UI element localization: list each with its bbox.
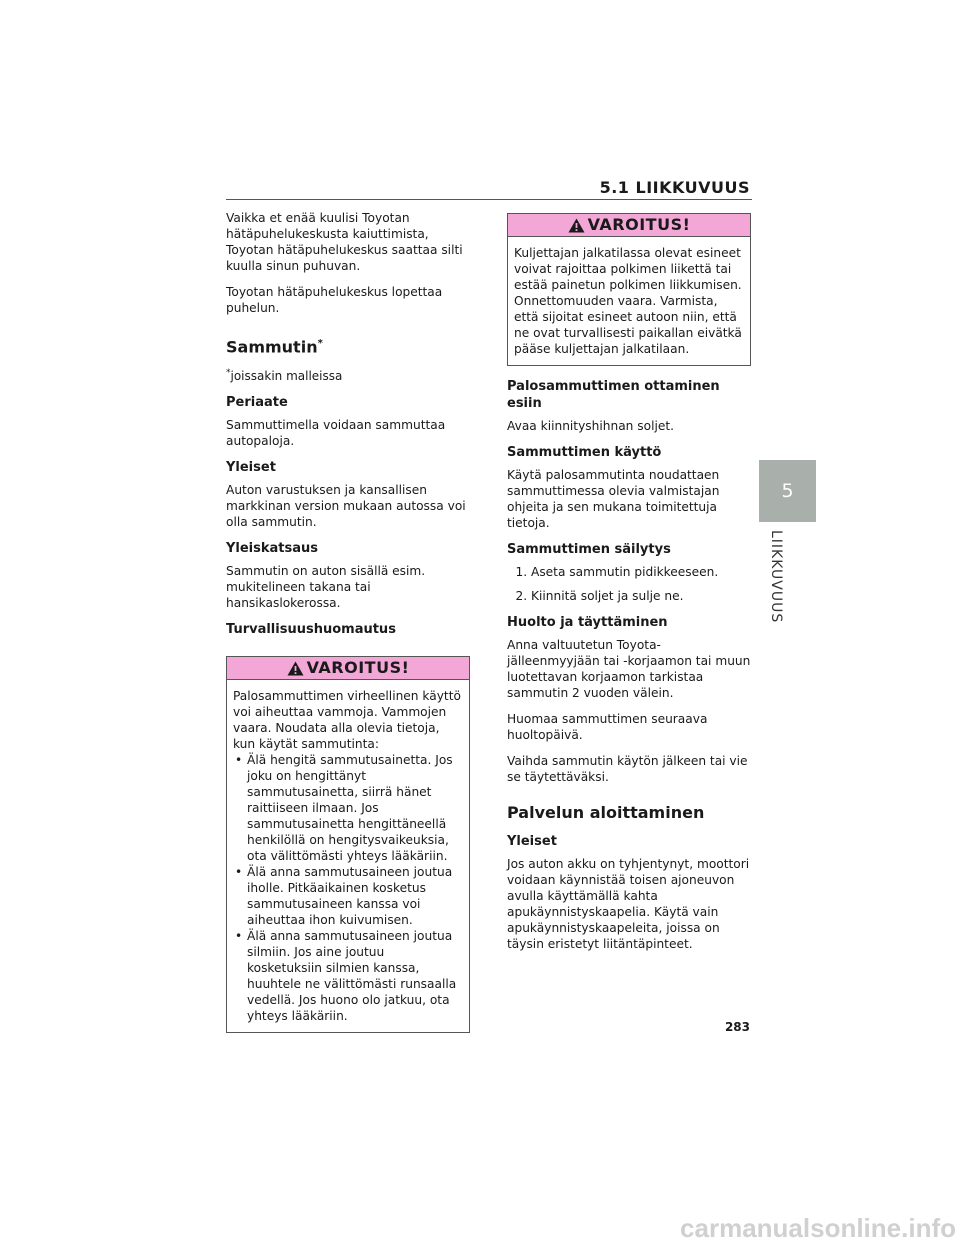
paragraph: Sammuttimella voidaan sammuttaa autopaloja. [226,418,446,449]
paragraph: Avaa kiinnityshihnan soljet. [507,419,675,433]
heading-yleiset: Yleiset [226,460,276,476]
paragraph: Sammutin on auton sisällä esim. mukitelineen takana tai hansikaslokerossa. [226,564,426,611]
warning-box [507,213,751,366]
heading-palvelun: Palvelun aloittaminen [507,803,705,822]
paragraph: Huomaa sammuttimen seuraava huoltopäivä. [507,712,708,742]
section-title: 5.1 LIIKKUVUUS [599,178,750,197]
heading-periaate: Periaate [226,395,288,411]
heading-sammutin: Sammutin* [226,337,323,357]
warning-header [227,657,469,680]
list-item: • Älä hengitä sammutusainetta. Jos joku on hengittänyt sammutusainetta, siirrä hänet raittiiseen ilmaan. Jos sammutusainetta hengittäneellä henkilöllä on hengitysvaikeuksia, ota välittömästi yhteys lääkäriin. [233,752,463,864]
left-column [226,210,470,1045]
list-item: • Älä anna sammutusaineen joutua silmiin. Jos aine joutuu kosketuksiin silmien kanssa, huuhtele ne välittömästi runsaalla vedellä. Jos huono olo jatkuu, ota yhteys lääkäriin. [233,928,463,1024]
warning-body [227,680,469,1032]
list-item: 1. Aseta sammutin pidikkeeseen. [531,564,751,580]
warning-body [508,237,750,365]
paragraph: Käytä palosammutinta noudattaen sammuttimessa olevia valmistajan ohjeita ja sen mukana toimitettuja tietoja. [507,468,720,530]
heading-huolto: Huolto ja täyttäminen [507,615,668,630]
right-column [507,213,751,962]
warning-icon [287,661,304,676]
paragraph: Anna valtuutetun Toyota-jälleenmyyjään tai -korjaamon tai muun luotettavan korjaamon tarkistaa sammutin 2 vuoden välein. [507,638,751,700]
chapter-label: LIIKKUVUUS [768,530,784,624]
watermark: carmanualsonline.info [680,1213,956,1243]
heading-turvallisuus: Turvallisuushuomautus [226,622,396,638]
paragraph: Vaihda sammutin käytön jälkeen tai vie se täytettäväksi. [507,754,748,784]
heading-yleiskatsaus: Yleiskatsaus [226,541,319,557]
header-divider [226,199,752,200]
heading-yleiset: Yleiset [507,834,557,849]
warning-header [508,214,750,237]
footnote: *joissakin malleissa [226,368,343,384]
paragraph: Jos auton akku on tyhjentynyt, moottori voidaan käynnistää toisen ajoneuvon avulla käyttämällä kahta apukäynnistyskaapelia. Käytä vain apukäynnistyskaapeleita, joissa on täysin eristetyt liitäntäpinteet. [507,857,750,951]
list-item: • Älä anna sammutusaineen joutua iholle. Pitkäaikainen kosketus sammutusaineen kanssa voi aiheuttaa ihon kuivumisen. [233,864,463,928]
list-item: 2. Kiinnitä soljet ja sulje ne. [531,588,751,604]
warning-title: VAROITUS! [587,215,691,234]
page-number: 283 [724,1020,750,1034]
paragraph: Toyotan hätäpuhelukeskus lopettaa puhelun. [226,285,443,315]
warning-list [233,752,463,1024]
paragraph: Auton varustuksen ja kansallisen markkinan version mukaan autossa voi olla sammutin. [226,483,466,530]
warning-text: Palosammuttimen virheellinen käyttö voi aiheuttaa vammoja. Vammojen vaara. Noudata alla olevia tietoja, kun käytät sammutinta: [233,689,461,752]
warning-box [226,656,470,1033]
warning-text: Kuljettajan jalkatilassa olevat esineet voivat rajoittaa polkimen liikettä tai estää painetun polkimen liikkumisen. Onnettomuuden vaara. Varmista, että sijoitat esineet autoon niin, että ne ovat turvallisesti paikallan eivätkä pääse kuljettajan jalkatilaan. [514,246,742,356]
warning-title: VAROITUS! [306,658,410,678]
heading-sailytys: Sammuttimen säilytys [507,542,671,557]
warning-icon [568,218,585,233]
paragraph: Vaikka et enää kuulisi Toyotan hätäpuhelukeskusta kaiuttimista, Toyotan hätäpuhelukeskus saattaa silti kuulla sinun puhuvan. [226,211,463,273]
heading-kaytto: Sammuttimen käyttö [507,445,662,460]
heading-ottaminen: Palosammuttimen ottaminen esiin [507,379,720,411]
chapter-tab: 5 [759,460,816,522]
steps-list [507,564,751,604]
